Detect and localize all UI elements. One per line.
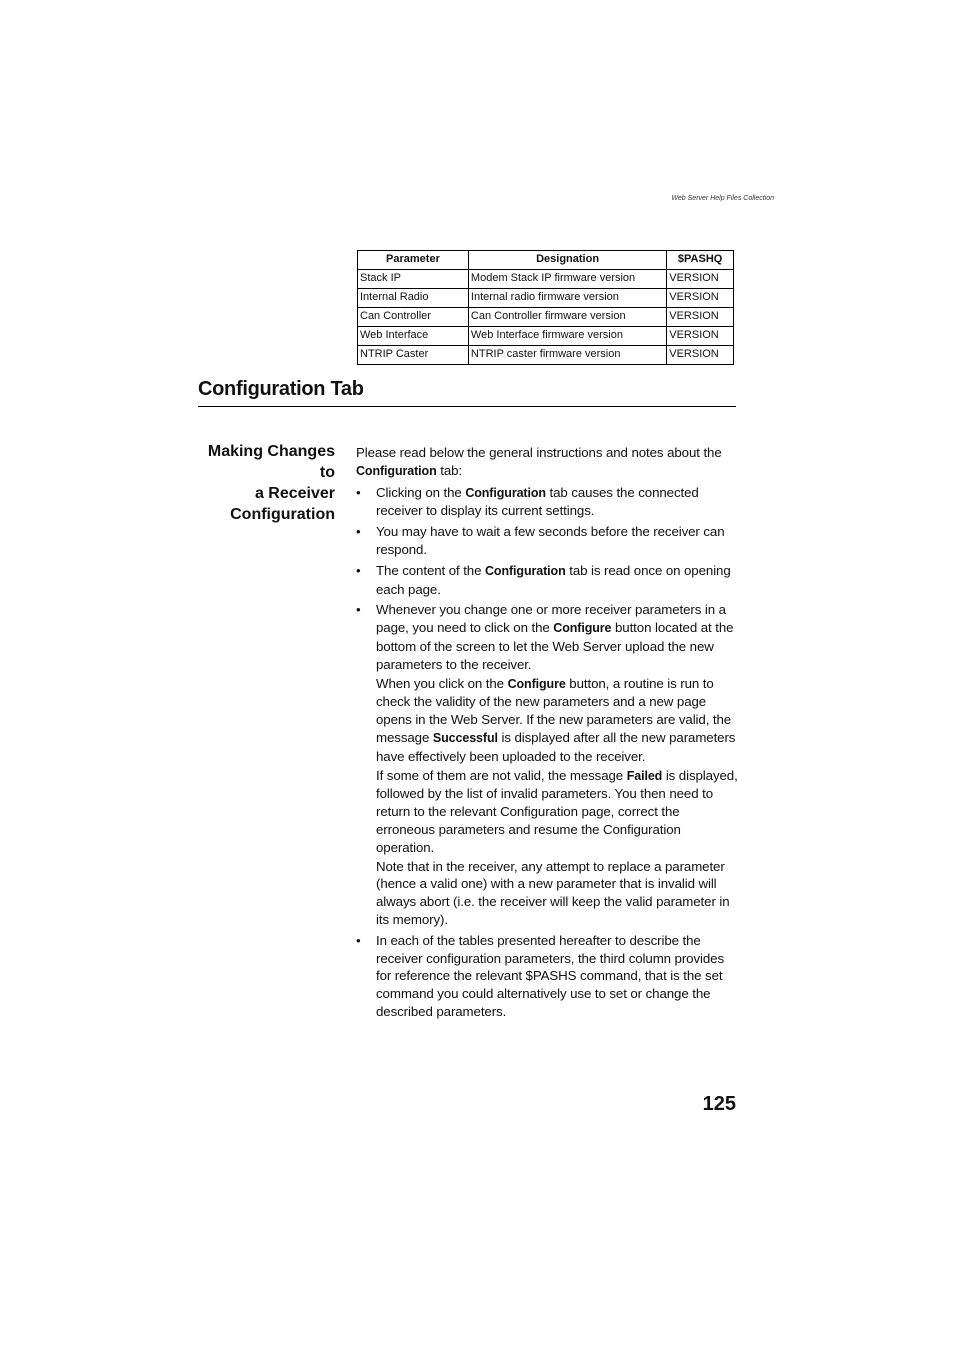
- table-cell: Can Controller firmware version: [468, 308, 666, 327]
- table-row: [358, 346, 734, 365]
- body-text: [356, 444, 738, 1024]
- text-run: Whenever you change one or more receiver parameters in a page, you need to click on the: [376, 602, 726, 636]
- text-run: Please read below the general instructions and notes about the: [356, 445, 722, 460]
- table-cell: VERSION: [667, 270, 734, 289]
- ui-term: Configuration: [484, 563, 566, 578]
- column-header: Parameter: [358, 251, 469, 270]
- ui-term: Configure: [553, 621, 612, 636]
- table-cell: VERSION: [667, 327, 734, 346]
- list-item: [356, 562, 738, 599]
- table-row: [358, 327, 734, 346]
- ui-term: Successful: [432, 730, 498, 745]
- list-item: [356, 932, 738, 1021]
- table-cell: NTRIP Caster: [358, 346, 469, 365]
- section-title: Configuration Tab: [198, 378, 364, 400]
- table-cell: VERSION: [667, 289, 734, 308]
- table-row: [358, 289, 734, 308]
- list-item-continuation: [356, 767, 738, 857]
- table-cell: Can Controller: [358, 308, 469, 327]
- instruction-list: [356, 484, 738, 1021]
- text-run: If some of them are not valid, the message: [376, 767, 627, 783]
- table-row: [358, 270, 734, 289]
- side-heading: [198, 441, 335, 525]
- table-cell: Internal radio firmware version: [468, 289, 666, 308]
- page-number: 125: [702, 1093, 736, 1115]
- side-heading-line: Configuration: [230, 506, 335, 523]
- parameter-table: [357, 250, 734, 365]
- side-heading-line: Making Changes to: [207, 443, 335, 481]
- table-cell: Stack IP: [358, 270, 469, 289]
- table-cell: Web Interface: [358, 327, 469, 346]
- section-divider: [198, 406, 736, 407]
- table-header-row: [358, 251, 734, 270]
- list-item: [356, 601, 738, 673]
- column-header: Designation: [468, 251, 666, 270]
- text-run: In each of the tables presented hereafter to describe the receiver configuration parameters, the third column provides for reference the relevant $PASHS command, that is the set command you could alternatively use to set or change the described parameters.: [376, 932, 725, 1019]
- list-item-continuation: [356, 675, 738, 766]
- table-cell: Modem Stack IP firmware version: [468, 270, 666, 289]
- table-cell: NTRIP caster firmware version: [468, 346, 666, 365]
- text-run: button, a routine is run to check the validity of the new parameters and a new page opens in the Web Server. If the new parameters are valid, the message: [376, 675, 732, 745]
- text-run: Clicking on the: [376, 484, 466, 500]
- text-run: tab causes the connected receiver to display its current settings.: [376, 484, 699, 519]
- ui-term: Configure: [507, 676, 566, 691]
- text-run: You may have to wait a few seconds before the receiver can respond.: [376, 524, 725, 557]
- table-row: [358, 308, 734, 327]
- table-cell: Web Interface firmware version: [468, 327, 666, 346]
- text-run: button located at the bottom of the screen to let the Web Server upload the new parameters to the receiver.: [376, 620, 734, 672]
- table-cell: Internal Radio: [358, 289, 469, 308]
- text-run: tab is read once on opening each page.: [376, 562, 731, 597]
- text-run: The content of the: [376, 562, 485, 578]
- side-heading-line: a Receiver: [254, 485, 335, 502]
- text-run: is displayed after all the new parameters have effectively been uploaded to the receiver.: [376, 729, 736, 764]
- ui-term: Configuration: [356, 463, 437, 478]
- text-run: is displayed, followed by the list of invalid parameters. You then need to return to the relevant Configuration page, correct the erroneous parameters and resume the Configuration operation.: [376, 767, 738, 855]
- text-run: tab:: [436, 462, 463, 478]
- running-header: Web Server Help Files Collection: [671, 195, 774, 202]
- ui-term: Configuration: [465, 485, 546, 500]
- list-item: [356, 484, 738, 521]
- list-item: [356, 523, 738, 559]
- text-run: When you click on the: [376, 675, 508, 691]
- text-run: Note that in the receiver, any attempt to replace a parameter (hence a valid one) with a new parameter that is invalid will always abort (i.e. the receiver will keep the valid parameter in its memory).: [376, 858, 730, 927]
- table-cell: VERSION: [667, 308, 734, 327]
- ui-term: Failed: [626, 768, 663, 783]
- table-cell: VERSION: [667, 346, 734, 365]
- column-header: $PASHQ: [667, 251, 734, 270]
- intro-paragraph: [356, 444, 738, 481]
- list-item-continuation: [356, 858, 738, 929]
